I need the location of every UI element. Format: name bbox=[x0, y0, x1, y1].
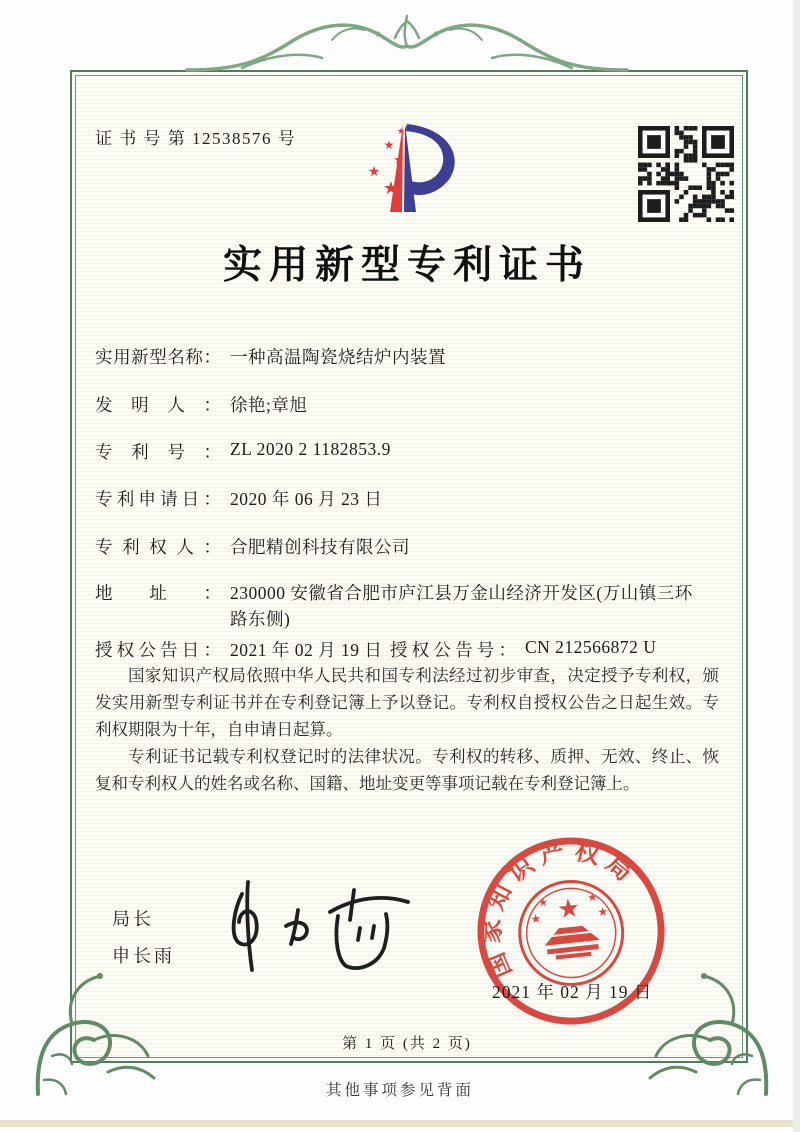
star-icon: ★ bbox=[396, 127, 406, 137]
seal-ring-text: 国家知识产权局 bbox=[478, 837, 643, 982]
field-value: 一种高温陶瓷烧结炉内装置 bbox=[230, 347, 446, 367]
signature-handwriting bbox=[212, 876, 422, 978]
field-label: 专利权人： bbox=[95, 537, 221, 557]
field-value: 230000 安徽省合肥市庐江县万金山经济开发区(万山镇三环路东侧) bbox=[230, 583, 693, 629]
national-emblem-icon bbox=[515, 876, 628, 989]
logo-blue-nib bbox=[404, 124, 416, 212]
certificate-number: 证 书 号 第 12538576 号 bbox=[95, 129, 297, 148]
field-value: ZL 2020 2 1182853.9 bbox=[230, 439, 391, 459]
seal-date: 2021 年 02 月 19 日 bbox=[492, 982, 653, 1002]
qr-code bbox=[638, 126, 734, 222]
star-icon: ★ bbox=[586, 890, 598, 905]
field-label: 专利号： bbox=[95, 442, 221, 462]
grant-number-label: 授权公告号： bbox=[390, 640, 516, 660]
field-value: 2020 年 06 月 23 日 bbox=[230, 489, 383, 509]
officer-title: 局长 bbox=[112, 909, 154, 929]
official-seal bbox=[464, 824, 677, 1037]
field-label: 地址： bbox=[95, 583, 221, 603]
officer-name: 申长雨 bbox=[112, 946, 175, 966]
field-row-name bbox=[95, 344, 446, 369]
grant-number-group bbox=[390, 637, 656, 662]
top-center-flourish-ornament bbox=[182, 10, 632, 78]
scan-edge-bottom bbox=[0, 1120, 800, 1127]
grant-date-group bbox=[95, 637, 382, 662]
field-row-patentee bbox=[95, 534, 410, 559]
star-icon: ★ bbox=[367, 164, 381, 180]
field-row-address bbox=[95, 580, 698, 632]
star-icon: ★ bbox=[555, 893, 582, 926]
star-icon: ★ bbox=[529, 911, 542, 927]
field-row-patent-number bbox=[95, 439, 391, 464]
field-row-filing-date bbox=[95, 486, 382, 511]
field-label: 实用新型名称： bbox=[95, 347, 221, 367]
grant-number-value: CN 212566872 U bbox=[525, 637, 657, 657]
page-number-info: 第 1 页 (共 2 页) bbox=[342, 1036, 472, 1052]
field-value: 合肥精创科技有限公司 bbox=[230, 537, 410, 557]
grant-date-label: 授权公告日： bbox=[95, 640, 221, 660]
scan-edge-right bbox=[793, 0, 800, 1132]
star-icon: ★ bbox=[537, 895, 549, 910]
star-icon: ★ bbox=[596, 904, 609, 920]
star-icon: ★ bbox=[382, 178, 400, 199]
grant-date-value: 2021 年 02 月 19 日 bbox=[230, 640, 383, 660]
field-label: 发明人： bbox=[95, 395, 221, 415]
certificate-title: 实用新型专利证书 bbox=[222, 244, 591, 287]
field-value: 徐艳;章旭 bbox=[230, 395, 308, 415]
logo-blue-p-bowl bbox=[405, 124, 455, 195]
back-side-note: 其他事项参见背面 bbox=[325, 1082, 474, 1099]
field-label: 专利申请日： bbox=[95, 489, 221, 509]
field-row-inventor bbox=[95, 392, 307, 417]
legal-paragraph-1: 国家知识产权局依照中华人民共和国专利法经过初步审查，决定授予专利权，颁发实用新型专利证书并在专利登记簿上予以登记。专利权自授权公告之日起生效。专利权期限为十年，自申请日起算。 bbox=[95, 666, 719, 739]
legal-text-block bbox=[95, 662, 719, 797]
star-icon: ★ bbox=[393, 153, 405, 168]
star-icon: ★ bbox=[383, 138, 395, 152]
legal-paragraph-2: 专利证书记载专利权登记时的法律状况。专利权的转移、质押、无效、终止、恢复和专利权人的姓名或名称、国籍、地址变更等事项记载在专利登记簿上。 bbox=[95, 747, 719, 793]
cnipa-logo bbox=[346, 118, 468, 222]
